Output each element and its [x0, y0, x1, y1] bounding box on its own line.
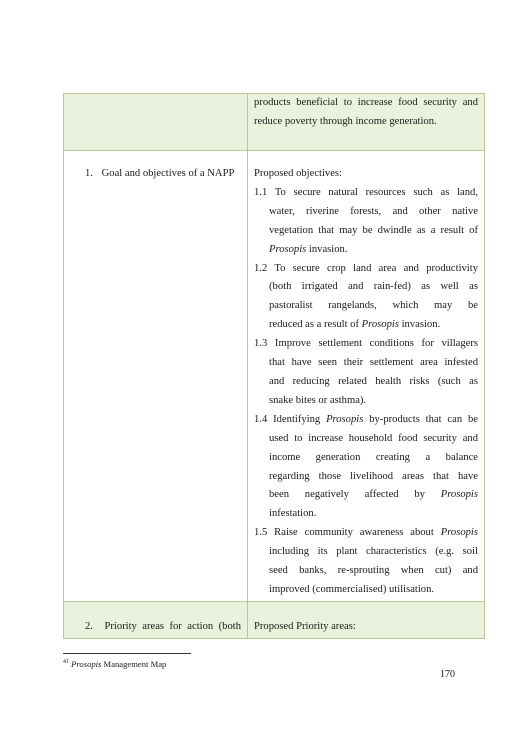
list-number: 2.: [85, 621, 93, 632]
objective-line: 1.5 Raise community awareness about Prosopis: [254, 527, 478, 539]
objective-line: been negatively affected by Prosopis: [269, 489, 478, 501]
objective-line: seed banks, re-sprouting when cut) and: [269, 565, 478, 577]
table-row: [64, 94, 485, 151]
priority-label: Priority areas for action (both: [104, 621, 241, 632]
text-line: reduce poverty through income generation.: [254, 115, 437, 127]
objective-line: and reducing related health risks (such as: [269, 375, 478, 387]
objective-line: snake bites or asthma).: [269, 394, 367, 406]
objective-item: [254, 524, 478, 600]
priority-heading: [70, 618, 241, 637]
goal-heading: [70, 165, 241, 184]
objective-line: 1.2 To secure crop land area and productivity: [254, 262, 478, 274]
priority-areas-heading: Proposed Priority areas:: [254, 621, 356, 632]
table-cell-right: [248, 602, 485, 639]
objective-line: that have seen their settlement area infested: [269, 357, 478, 369]
objective-line: pastoralist rangelands, which may be: [269, 300, 478, 312]
table-cell-right: [248, 151, 485, 602]
italic-term: Prosopis: [326, 413, 364, 425]
objective-line: reduced as a result of Prosopis invasion.: [269, 319, 441, 331]
page-number: 170: [440, 669, 455, 680]
goal-label: Goal and objectives of a NAPP: [101, 168, 235, 179]
footnote-marker: 41: [63, 659, 69, 665]
list-number: 1.: [85, 168, 93, 179]
objective-line: 1.4 Identifying Prosopis by-products that can be: [254, 413, 478, 425]
objective-line: improved (commercialised) utilisation.: [269, 583, 435, 595]
italic-term: Prosopis: [269, 243, 307, 255]
objective-number: 1.2: [254, 262, 268, 274]
objectives-list: [254, 184, 478, 600]
footnote-divider: [63, 653, 191, 654]
italic-term: Prosopis: [361, 319, 399, 331]
table-cell-left: [64, 94, 248, 151]
objective-line: including its plant characteristics (e.g. soil: [269, 546, 478, 558]
footnote: [63, 657, 166, 670]
objective-item: [254, 411, 478, 524]
italic-term: Prosopis: [440, 527, 478, 539]
italic-term: Prosopis: [440, 489, 478, 501]
objective-line: 1.3 Improve settlement conditions for villagers: [254, 338, 478, 350]
footnote-italic: Prosopis: [71, 658, 102, 669]
objective-number: 1.1: [254, 186, 268, 198]
napp-table: [63, 93, 485, 639]
table-row: [64, 602, 485, 639]
table-cell-right: [248, 94, 485, 151]
objective-line: infestation.: [269, 508, 317, 520]
objective-line: (both irrigated and rain-fed) as well as: [269, 281, 478, 293]
table-cell-left: [64, 151, 248, 602]
objective-line: water, riverine forests, and other native: [269, 205, 478, 217]
objective-line: income generation creating a balance: [269, 451, 478, 463]
objective-line: Prosopis invasion.: [269, 243, 348, 255]
objective-line: vegetation that may be dwindle as a result of: [269, 224, 478, 236]
objective-number: 1.3: [254, 338, 268, 350]
table-row: [64, 151, 485, 602]
objective-number: 1.4: [254, 413, 268, 425]
objective-line: used to increase household food security and: [269, 432, 478, 444]
footnote-text: Management Map: [101, 658, 167, 669]
objective-line: regarding those livelihood areas that have: [269, 470, 478, 482]
objectives-heading: Proposed objectives:: [254, 168, 342, 179]
objective-item: [254, 335, 478, 411]
objective-line: 1.1 To secure natural resources such as land,: [254, 186, 478, 198]
objective-item: [254, 260, 478, 336]
table-cell-left: [64, 602, 248, 639]
text-line: products beneficial to increase food security and: [254, 97, 478, 108]
objective-number: 1.5: [254, 527, 268, 539]
objective-item: [254, 184, 478, 260]
